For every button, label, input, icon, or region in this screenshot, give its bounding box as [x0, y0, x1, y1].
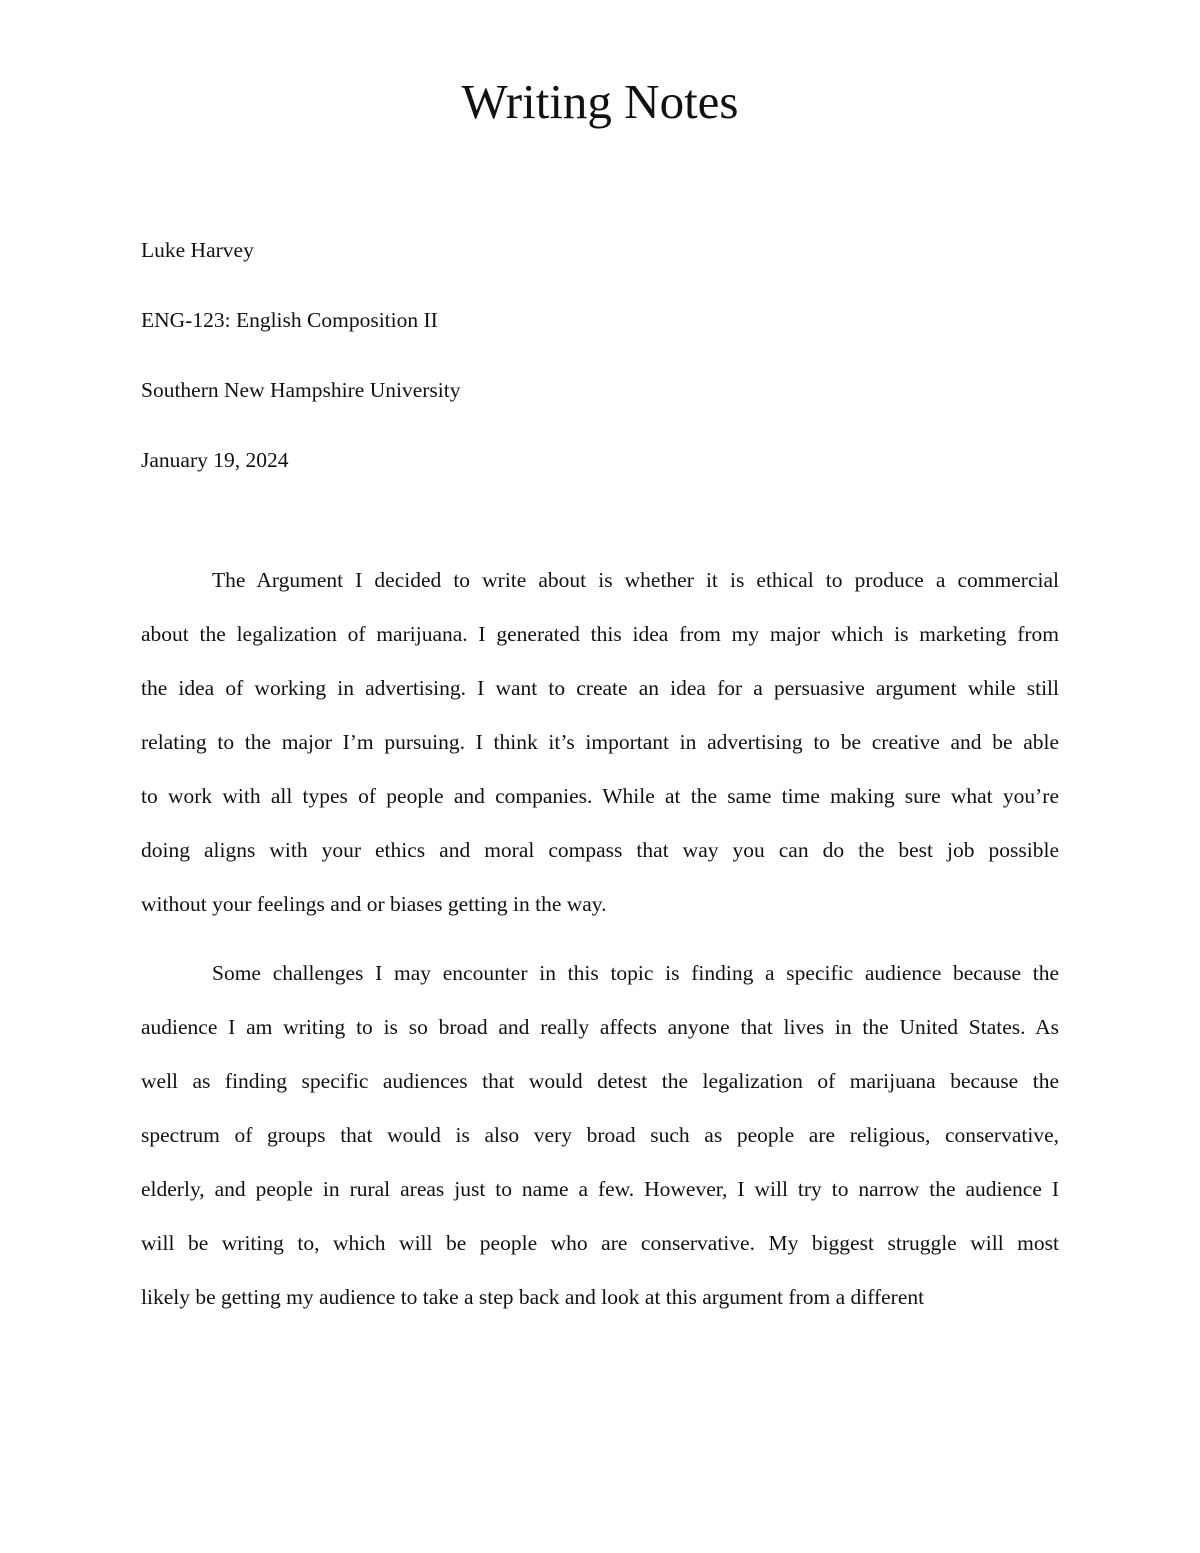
paragraph-line: about the legalization of marijuana. I generated this idea from my major which is marketing from: [141, 622, 1059, 646]
paragraph-line: likely be getting my audience to take a step back and look at this argument from a different: [141, 1285, 925, 1309]
paragraph-spacer: [141, 931, 1059, 946]
paragraph-line: doing aligns with your ethics and moral compass that way you can do the best job possible: [141, 838, 1059, 862]
paragraph-line: without your feelings and or biases getting in the way.: [141, 892, 607, 916]
paragraph-line: to work with all types of people and companies. While at the same time making sure what you’re: [141, 784, 1059, 808]
paragraph-line: well as finding specific audiences that would detest the legalization of marijuana because the: [141, 1069, 1059, 1093]
paragraph-line: spectrum of groups that would is also very broad such as people are religious, conservative,: [141, 1123, 1059, 1147]
paragraph-line: the idea of working in advertising. I want to create an idea for a persuasive argument while still: [141, 676, 1059, 700]
paragraph-line: Some challenges I may encounter in this topic is finding a specific audience because the: [212, 961, 1059, 985]
paragraph: [141, 946, 1059, 1324]
paragraph-line: audience I am writing to is so broad and really affects anyone that lives in the United States. As: [141, 1015, 1059, 1039]
document-title: Writing Notes: [461, 74, 739, 129]
institution-name: Southern New Hampshire University: [141, 378, 461, 402]
paragraph-line: relating to the major I’m pursuing. I think it’s important in advertising to be creative and be able: [141, 730, 1059, 754]
paragraph-line: elderly, and people in rural areas just to name a few. However, I will try to narrow the audience I: [141, 1177, 1059, 1201]
paragraph-line: will be writing to, which will be people who are conservative. My biggest struggle will most: [141, 1231, 1059, 1255]
course-name: ENG-123: English Composition II: [141, 308, 438, 332]
paragraph: [141, 553, 1059, 931]
document-body: [141, 553, 1059, 1324]
author-name: Luke Harvey: [141, 238, 254, 262]
title-block: [141, 215, 460, 495]
paragraph-line: The Argument I decided to write about is whether it is ethical to produce a commercial: [212, 568, 1059, 592]
document-date: January 19, 2024: [141, 448, 289, 472]
